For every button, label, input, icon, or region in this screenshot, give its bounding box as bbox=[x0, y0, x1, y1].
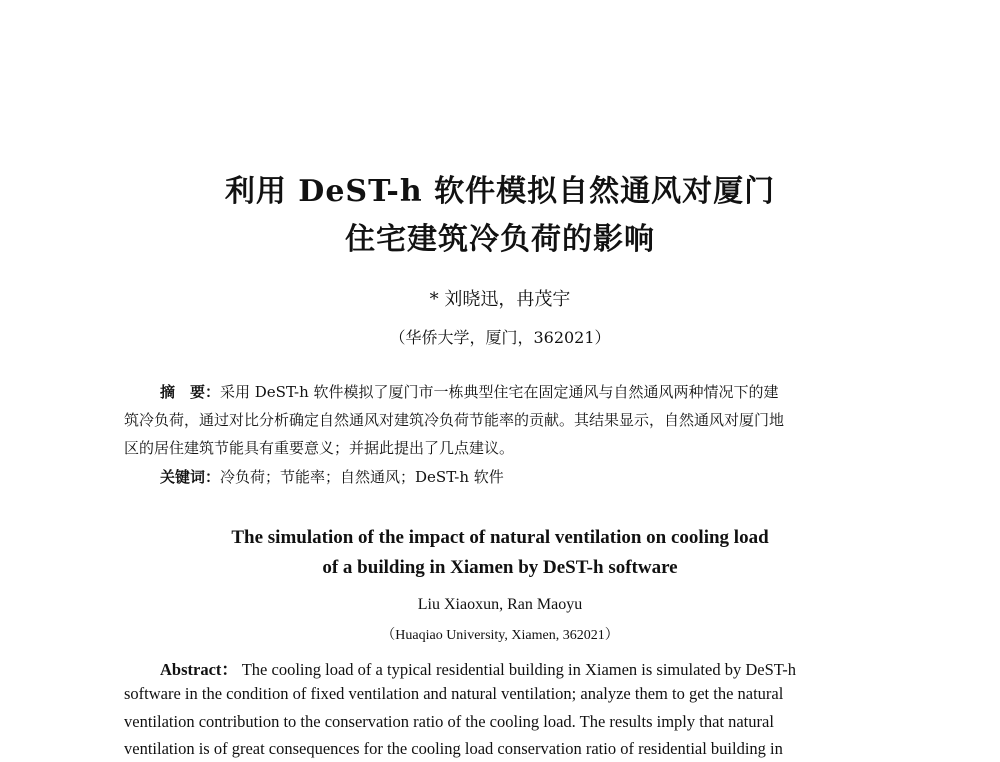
keywords-cn-label: 关键词： bbox=[160, 468, 221, 486]
abstract-en-line-1 bbox=[124, 656, 879, 680]
abstract-en-label: Abstract： bbox=[160, 660, 238, 679]
authors-en: Liu Xiaoxun, Ran Maoyu bbox=[417, 596, 583, 613]
keywords-cn-text: 冷负荷；节能率；自然通风；DeST-h 软件 bbox=[220, 468, 504, 486]
abstract-cn-text-1: 采用 DeST-h 软件模拟了厦门市一栋典型住宅在固定通风与自然通风两种情况下的建 bbox=[220, 383, 779, 401]
title-en-line-2: of a building in Xiamen by DeST-h software bbox=[322, 557, 678, 578]
keywords-cn bbox=[124, 466, 915, 487]
authors-cn: * 刘晓迅，冉茂宇 bbox=[429, 289, 571, 310]
abstract-en-line-4: ventilation is of great consequences for the cooling load conservation ratio of residential building in bbox=[124, 739, 783, 758]
abstract-cn-line-2: 筑冷负荷，通过对比分析确定自然通风对建筑冷负荷节能率的贡献。其结果显示，自然通风对厦门地 bbox=[124, 411, 785, 429]
title-cn-line-1: 利用 DeST-h 软件模拟自然通风对厦门 bbox=[224, 174, 776, 209]
abstract-en-line-3: ventilation contribution to the conservation ratio of the cooling load. The results imply that natural bbox=[124, 712, 774, 731]
abstract-cn-label: 摘 要： bbox=[160, 383, 221, 401]
affiliation-en: （Huaqiao University, Xiamen, 362021） bbox=[381, 628, 619, 643]
title-en-line-1: The simulation of the impact of natural ventilation on cooling load bbox=[231, 527, 769, 548]
abstract-en-line-2: software in the condition of fixed ventilation and natural ventilation; analyze them to get the natural bbox=[124, 684, 784, 703]
abstract-cn-line-1 bbox=[124, 381, 915, 402]
affiliation-cn: （华侨大学，厦门，362021） bbox=[389, 328, 611, 347]
abstract-en-text-1: The cooling load of a typical residential building in Xiamen is simulated by DeST-h bbox=[237, 660, 797, 679]
abstract-cn-line-3: 区的居住建筑节能具有重要意义；并据此提出了几点建议。 bbox=[124, 439, 515, 457]
title-cn-line-2: 住宅建筑冷负荷的影响 bbox=[345, 222, 655, 257]
